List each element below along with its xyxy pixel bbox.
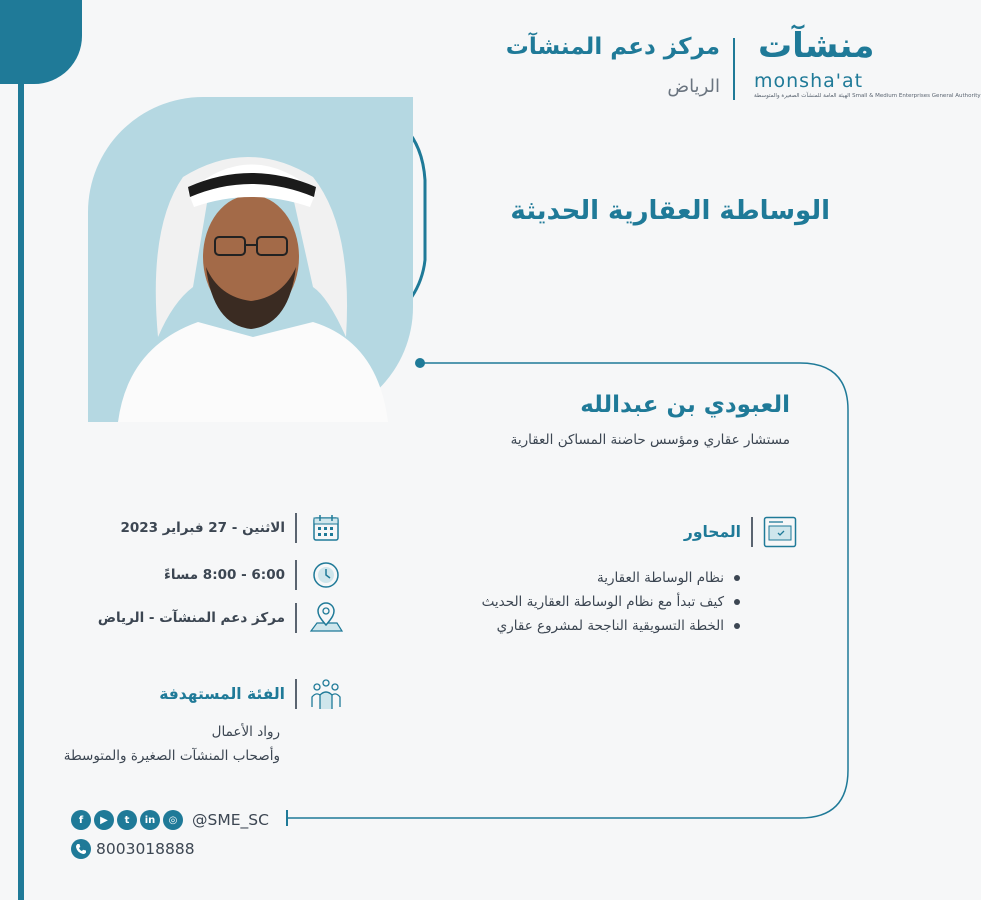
speaker-role: مستشار عقاري ومؤسس حاضنة المساكن العقارية: [510, 432, 790, 448]
event-date: الاثنين - 27 فبراير 2023: [120, 520, 285, 536]
facebook-icon[interactable]: f: [71, 810, 91, 830]
center-name: مركز دعم المنشآت: [505, 34, 720, 60]
phone-number[interactable]: 8003018888: [96, 840, 195, 858]
time-separator: [295, 560, 297, 590]
audience-header: [159, 676, 345, 712]
header-divider: [733, 38, 735, 100]
list-item: الخطة التسويقية الناجحة لمشروع عقاري: [482, 614, 740, 638]
list-item: كيف تبدأ مع نظام الوساطة العقارية الحديث: [482, 590, 740, 614]
audience-title: الفئة المستهدفة: [159, 685, 285, 703]
audience-list: [64, 720, 280, 768]
list-item: نظام الوساطة العقارية: [482, 566, 740, 590]
calendar-icon: [311, 513, 341, 543]
location-separator: [295, 603, 297, 633]
twitter-icon[interactable]: t: [117, 810, 137, 830]
instagram-icon[interactable]: ◎: [163, 810, 183, 830]
audience-line: وأصحاب المنشآت الصغيرة والمتوسطة: [63, 748, 280, 764]
location-row: [98, 600, 345, 636]
event-location: مركز دعم المنشآت - الرياض: [97, 610, 285, 626]
logo-tagline: الهيئة العامة للمنشآت الصغيرة والمتوسطة Small & Medium Enterprises General Authority: [754, 93, 981, 99]
checklist-icon: [763, 516, 797, 548]
clock-icon: [311, 560, 341, 590]
audience-line: رواد الأعمال: [211, 724, 280, 740]
speaker-name: العبودي بن عبدالله: [580, 392, 790, 418]
linkedin-icon[interactable]: in: [140, 810, 160, 830]
event-time: 6:00 - 8:00 مساءً: [164, 567, 285, 583]
monshaat-logo: [748, 26, 981, 106]
location-pin-icon: [307, 601, 345, 635]
phone-icon: [71, 839, 91, 859]
youtube-icon[interactable]: ▶: [94, 810, 114, 830]
time-row: [164, 557, 345, 593]
topics-list: [482, 566, 740, 638]
corner-accent: [0, 0, 82, 84]
logo-arabic: منشآت: [758, 26, 875, 66]
person-photo-icon: [88, 97, 413, 422]
topics-separator: [751, 517, 753, 547]
date-row: [120, 510, 345, 546]
audience-separator: [295, 679, 297, 709]
event-title: الوساطة العقارية الحديثة: [510, 196, 830, 226]
social-links: [71, 810, 269, 830]
phone-contact: [71, 839, 195, 859]
date-separator: [295, 513, 297, 543]
social-handle[interactable]: @SME_SC: [192, 811, 269, 829]
logo-english: monsha'at: [754, 70, 864, 92]
speaker-photo: [88, 97, 413, 422]
topics-header: [684, 516, 797, 548]
group-icon: [309, 677, 343, 711]
topics-title: المحاور: [683, 523, 741, 541]
left-accent-bar: [18, 60, 24, 900]
center-city: الرياض: [667, 76, 720, 97]
